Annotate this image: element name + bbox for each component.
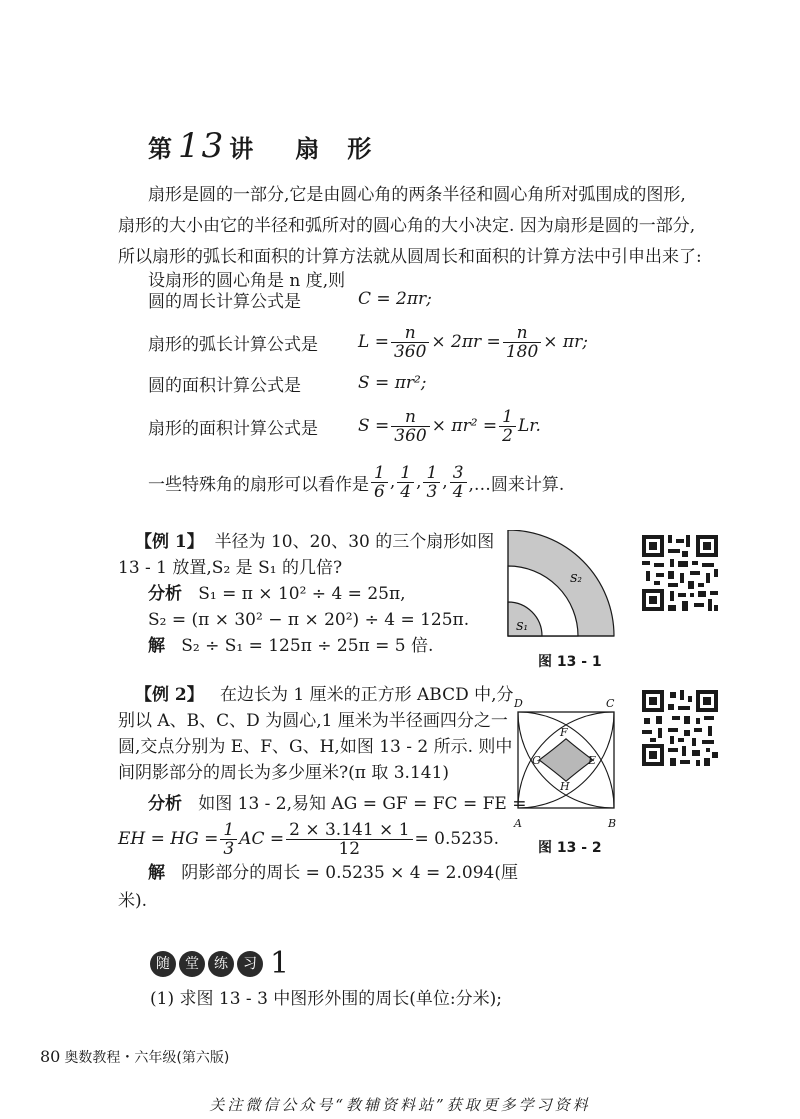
label-s2: S₂: [570, 572, 582, 585]
point-f: F: [560, 726, 568, 739]
qr-code-2[interactable]: [640, 688, 720, 768]
page-footer: [40, 1047, 229, 1067]
point-g: G: [532, 754, 541, 767]
example2-analysis-line2: EH = HG = $\frac{1}{3}$ AC = $\frac{2 \times 3.141 \times 1}{12}$ = 0.5235.: [118, 819, 500, 859]
practice-question-1: (1) 求图 13 - 3 中图形外围的周长(单位:分米);: [150, 989, 503, 1009]
point-h: H: [560, 780, 570, 793]
figure-13-1: [504, 530, 620, 640]
assume-line: 设扇形的圆心角是 n 度,则: [148, 271, 346, 291]
formula-sector-area: 扇形的面积计算公式是 S = $\frac{n}{360}$ × πr² = $\frac{1}{2}$ Lr.: [148, 406, 541, 446]
intro-line-3: 所以扇形的弧长和面积的计算方法就从圆周长和面积的计算方法中引申出来了:: [118, 247, 702, 267]
shaded-region: [539, 739, 593, 781]
practice-char-2: 堂: [179, 951, 205, 977]
practice-char-4: 习: [237, 951, 263, 977]
figure-13-2-caption: 图 13 - 2: [538, 840, 602, 856]
formula-circumference: 圆的周长计算公式是 C = 2πr;: [148, 289, 432, 312]
example1-analysis: 分析 S₁ = π × 10² ÷ 4 = 25π,: [148, 584, 406, 604]
example2-solution-line2: 米).: [118, 891, 148, 911]
example2-question-line2: 别以 A、B、C、D 为圆心,1 厘米为半径画四分之一: [118, 711, 508, 731]
intro-line-2: 扇形的大小由它的半径和弧所对的圆心角的大小决定. 因为扇形是圆的一部分,: [118, 216, 696, 236]
example1-analysis-line2: S₂ = (π × 30² − π × 20²) ÷ 4 = 125π.: [148, 610, 470, 630]
example1-question: 【例 1】 半径为 10、20、30 的三个扇形如图: [135, 532, 495, 552]
point-a: A: [514, 817, 522, 830]
label-s1: S₁: [516, 620, 528, 633]
example1-solution: 解 S₂ ÷ S₁ = 125π ÷ 25π = 5 倍.: [148, 636, 434, 656]
point-b: B: [608, 817, 617, 830]
chapter-title: 第 13 讲 扇 形: [148, 126, 374, 166]
page-number: 80: [40, 1047, 61, 1066]
example2-solution: 解 阴影部分的周长 = 0.5235 × 4 = 2.094(厘: [148, 863, 518, 883]
practice-heading: [150, 946, 289, 981]
formula-arc-length: 扇形的弧长计算公式是 L = $\frac{n}{360}$ × 2πr = $\frac{n}{180}$ × πr;: [148, 322, 588, 362]
example2-analysis: 分析 如图 13 - 2,易知 AG = GF = FC = FE =: [148, 794, 527, 814]
qr-code-1[interactable]: [640, 533, 720, 613]
promo-banner: 关注微信公众号“教辅资料站”获取更多学习资料: [209, 1096, 591, 1114]
example2-question: 【例 2】 在边长为 1 厘米的正方形 ABCD 中,分: [135, 685, 514, 705]
example2-question-line4: 间阴影部分的周长为多少厘米?(π 取 3.141): [118, 763, 450, 783]
special-angles-line: 一些特殊角的扇形可以看作是 $\frac{1}{6}$ , $\frac{1}{4}$ , $\frac{1}{3}$ , $\frac{3}{4}$ ,…圆来计算.: [148, 462, 565, 502]
practice-char-1: 随: [150, 951, 176, 977]
figure-13-1-caption: 图 13 - 1: [538, 654, 602, 670]
point-c: C: [606, 697, 615, 710]
formula-circle-area: 圆的面积计算公式是 S = πr²;: [148, 373, 427, 396]
practice-number: 1: [270, 946, 290, 981]
practice-char-3: 练: [208, 951, 234, 977]
example2-question-line3: 圆,交点分别为 E、F、G、H,如图 13 - 2 所示. 则中: [118, 737, 513, 757]
book-title: 奥数教程・六年级(第六版): [64, 1050, 230, 1066]
example1-question-line2: 13 - 1 放置,S₂ 是 S₁ 的几倍?: [118, 558, 343, 578]
figure-13-2: [508, 694, 626, 832]
intro-paragraph: 扇形是圆的一部分,它是由圆心角的两条半径和圆心角所对弧围成的图形,: [148, 185, 686, 205]
point-d: D: [514, 697, 523, 710]
point-e: E: [588, 754, 597, 767]
